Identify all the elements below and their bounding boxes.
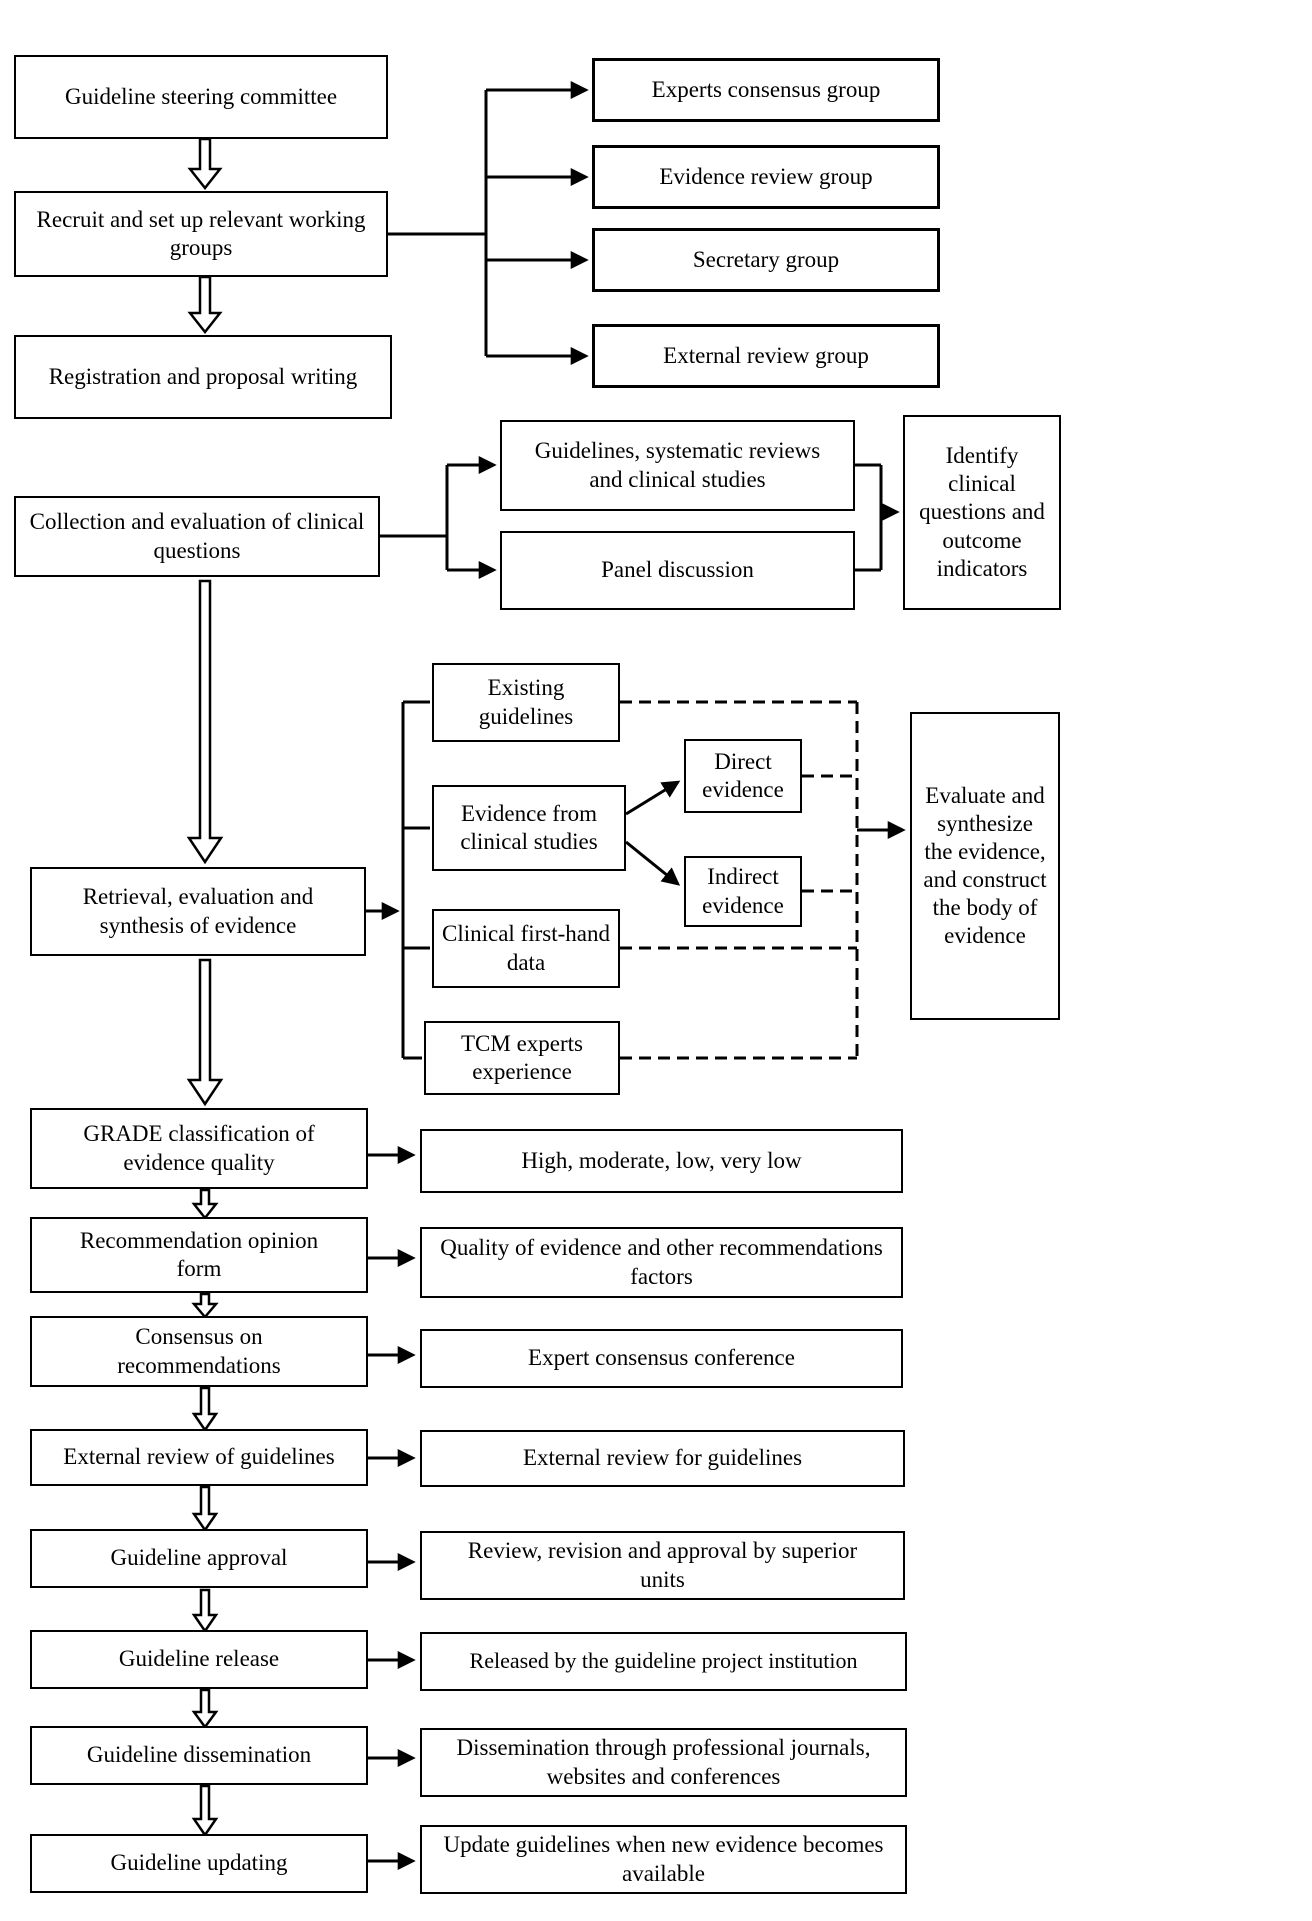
node-retrieval-evaluation-synthesis: Retrieval, evaluation and synthesis of evidence (30, 867, 366, 956)
node-expert-consensus-conference: Expert consensus conference (420, 1329, 903, 1388)
node-experts-consensus-group: Experts consensus group (592, 58, 940, 122)
hollow-arrow-consensus-to-external (194, 1388, 216, 1430)
node-grade-levels: High, moderate, low, very low (420, 1129, 903, 1193)
node-recommendation-opinion-form: Recommendation opinion form (30, 1217, 368, 1293)
hollow-arrow-retrieval-to-grade (189, 960, 221, 1104)
hollow-arrow-form-to-consensus (194, 1294, 216, 1317)
node-guideline-steering-committee: Guideline steering committee (14, 55, 388, 139)
node-external-review-group: External review group (592, 324, 940, 388)
node-existing-guidelines: Existing guidelines (432, 663, 620, 742)
node-quality-evidence-factors: Quality of evidence and other recommendations factors (420, 1227, 903, 1298)
node-guidelines-systematic-reviews: Guidelines, systematic reviews and clinical studies (500, 420, 855, 511)
node-tcm-experts-experience: TCM experts experience (424, 1021, 620, 1095)
node-secretary-group: Secretary group (592, 228, 940, 292)
node-registration-proposal-writing: Registration and proposal writing (14, 335, 392, 419)
hollow-arrow-steering-to-recruit (190, 139, 220, 188)
node-guideline-updating: Guideline updating (30, 1834, 368, 1893)
node-external-review-for-guidelines: External review for guidelines (420, 1430, 905, 1487)
node-dissemination-channels: Dissemination through professional journals, websites and conferences (420, 1728, 907, 1797)
node-consensus-on-recommendations: Consensus on recommendations (30, 1316, 368, 1387)
left-to-right-arrows (368, 1155, 413, 1861)
hollow-arrow-grade-to-form (194, 1190, 216, 1218)
node-panel-discussion: Panel discussion (500, 531, 855, 610)
evidence-sources-branch (366, 702, 678, 1058)
node-indirect-evidence: Indirect evidence (684, 856, 802, 927)
node-update-guidelines: Update guidelines when new evidence becomes available (420, 1825, 907, 1894)
node-released-by-institution: Released by the guideline project institution (420, 1632, 907, 1691)
arrow-to-direct-evidence (626, 782, 678, 814)
hollow-arrow-release-to-dissemination (194, 1690, 216, 1727)
node-clinical-first-hand-data: Clinical first-hand data (432, 909, 620, 988)
node-grade-classification: GRADE classification of evidence quality (30, 1108, 368, 1189)
node-identify-clinical-questions: Identify clinical questions and outcome indicators (903, 415, 1061, 610)
node-recruit-working-groups: Recruit and set up relevant working groups (14, 191, 388, 277)
arrow-to-indirect-evidence (626, 842, 678, 884)
node-evidence-review-group: Evidence review group (592, 145, 940, 209)
node-evaluate-synthesize-evidence: Evaluate and synthesize the evidence, and construct the body of evidence (910, 712, 1060, 1020)
hollow-arrow-recruit-to-registration (190, 277, 220, 332)
node-review-revision-approval: Review, revision and approval by superior units (420, 1531, 905, 1600)
node-guideline-dissemination: Guideline dissemination (30, 1726, 368, 1785)
node-evidence-from-clinical-studies: Evidence from clinical studies (432, 785, 626, 871)
node-guideline-release: Guideline release (30, 1630, 368, 1689)
hollow-arrow-dissemination-to-updating (194, 1786, 216, 1835)
node-external-review-of-guidelines: External review of guidelines (30, 1429, 368, 1486)
working-group-branch (388, 90, 586, 356)
hollow-arrow-external-to-approval (194, 1487, 216, 1530)
node-collection-evaluation-questions: Collection and evaluation of clinical questions (14, 496, 380, 577)
hollow-arrow-collection-to-retrieval (189, 581, 221, 862)
node-guideline-approval: Guideline approval (30, 1529, 368, 1588)
hollow-arrow-approval-to-release (194, 1590, 216, 1631)
node-direct-evidence: Direct evidence (684, 739, 802, 813)
